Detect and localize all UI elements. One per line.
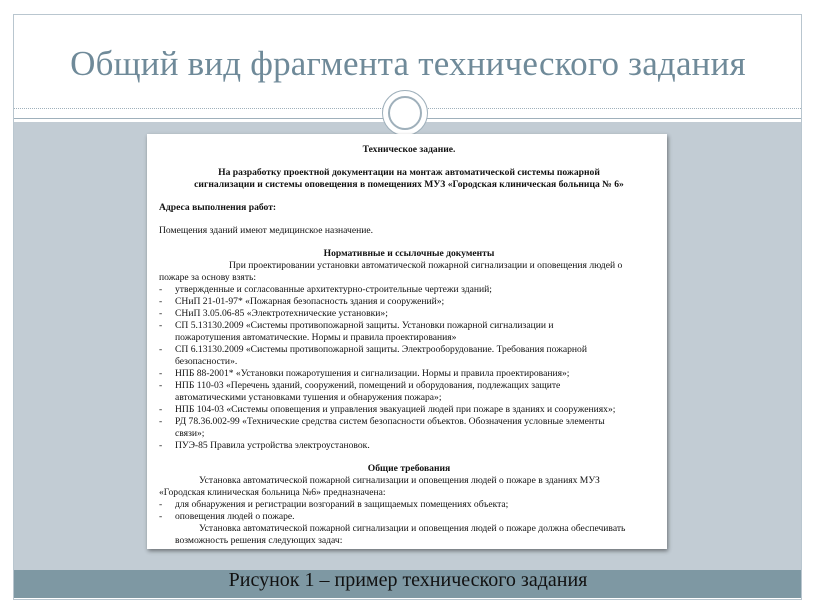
norm-list-item (159, 296, 659, 308)
list-dash: - (159, 404, 163, 415)
list-dash: - (159, 344, 163, 355)
norm-list-item (159, 440, 659, 452)
norm-item-line: РД 78.36.002-99 «Технические средства систем безопасности объектов. Обозначения условные элементы (175, 416, 605, 427)
doc-closing-2-text: возможность решения следующих задач: (175, 535, 343, 546)
doc-closing-1: Установка автоматической пожарной сигнализации и оповещения людей о пожаре должна обеспечивать (199, 523, 626, 534)
list-dash: - (159, 368, 163, 379)
norm-list-item (159, 368, 659, 380)
norm-list-item (159, 284, 659, 296)
norm-list-item (159, 308, 659, 320)
norm-item-line: связи»; (175, 428, 205, 439)
doc-norms-list (159, 284, 659, 452)
norm-item-line: утвержденные и согласованные архитектурно-строительные чертежи зданий; (175, 284, 492, 295)
norm-item-line: СП 5.13130.2009 «Системы противопожарной защиты. Установки пожарной сигнализации и (175, 320, 554, 331)
list-dash: - (159, 308, 163, 319)
norm-item-line: автоматическими установками тушения и обнаружения пожара»; (175, 392, 442, 403)
doc-heading: Техническое задание. (362, 144, 456, 155)
document-image (147, 134, 667, 549)
doc-norms-intro-1: При проектировании установки автоматической пожарной сигнализации и оповещения людей о (229, 260, 623, 271)
norm-list-item (159, 380, 659, 404)
norm-item-line: СНиП 3.05.06-85 «Электротехнические установки»; (175, 308, 388, 319)
slide-title: Общий вид фрагмента технического задания (70, 44, 746, 83)
norm-item-line: НПБ 88-2001* «Установки пожаротушения и сигнализации. Нормы и правила проектирования»; (175, 368, 570, 379)
doc-general-list (159, 499, 659, 523)
norm-list-item (159, 404, 659, 416)
norm-item-line: ПУЭ-85 Правила устройства электроустановок. (175, 440, 370, 451)
general-list-item (159, 499, 659, 511)
norm-item-line: пожаротушения автоматические. Нормы и правила проектирования» (175, 332, 457, 343)
doc-subject-line-1: На разработку проектной документации на монтаж автоматической системы пожарной (218, 167, 600, 178)
norm-item-line: безопасности». (175, 356, 238, 367)
norm-item-line: НПБ 104-03 «Системы оповещения и управления эвакуацией людей при пожаре в зданиях и сооружениях»; (175, 404, 616, 415)
doc-norms-intro-2: пожаре за основу взять: (159, 272, 257, 283)
doc-subject-line-2: сигнализации и системы оповещения в помещениях МУЗ «Городская клиническая больница № 6» (194, 179, 624, 190)
list-dash: - (159, 440, 163, 451)
doc-address-heading: Адреса выполнения работ: (159, 202, 277, 213)
norm-list-item (159, 320, 659, 344)
norm-list-item (159, 344, 659, 368)
norm-item-line: НПБ 110-03 «Перечень зданий, сооружений, помещений и оборудования, подлежащих защите (175, 380, 561, 391)
doc-general-intro-1: Установка автоматической пожарной сигнализации и оповещения людей о пожаре в зданиях МУЗ (199, 475, 600, 486)
document-text (159, 144, 659, 547)
list-dash: - (159, 296, 163, 307)
doc-general-intro-2: «Городская клиническая больница №6» предназначена: (159, 487, 386, 498)
decorative-circle-icon (382, 90, 428, 136)
list-dash: - (159, 511, 163, 522)
list-dash: - (159, 284, 163, 295)
general-item-line: оповещения людей о пожаре. (175, 511, 295, 522)
norm-item-line: СП 6.13130.2009 «Системы противопожарной защиты. Электрооборудование. Требования пожарной (175, 344, 587, 355)
doc-general-heading: Общие требования (367, 463, 451, 474)
norm-item-line: СНиП 21-01-97* «Пожарная безопасность здания и сооружений»; (175, 296, 445, 307)
figure-caption: Рисунок 1 – пример технического задания (228, 569, 588, 591)
norm-list-item (159, 416, 659, 440)
doc-norms-heading: Нормативные и ссылочные документы (323, 248, 495, 259)
general-list-item (159, 511, 659, 523)
general-item-line: для обнаружения и регистрации возгораний в защищаемых помещениях объекта; (175, 499, 509, 510)
list-dash: - (159, 416, 163, 427)
list-dash: - (159, 380, 163, 391)
list-dash: - (159, 320, 163, 331)
doc-closing-2 (159, 535, 659, 547)
list-dash: - (159, 499, 163, 510)
doc-address-text: Помещения зданий имеют медицинское назначение. (159, 225, 374, 236)
